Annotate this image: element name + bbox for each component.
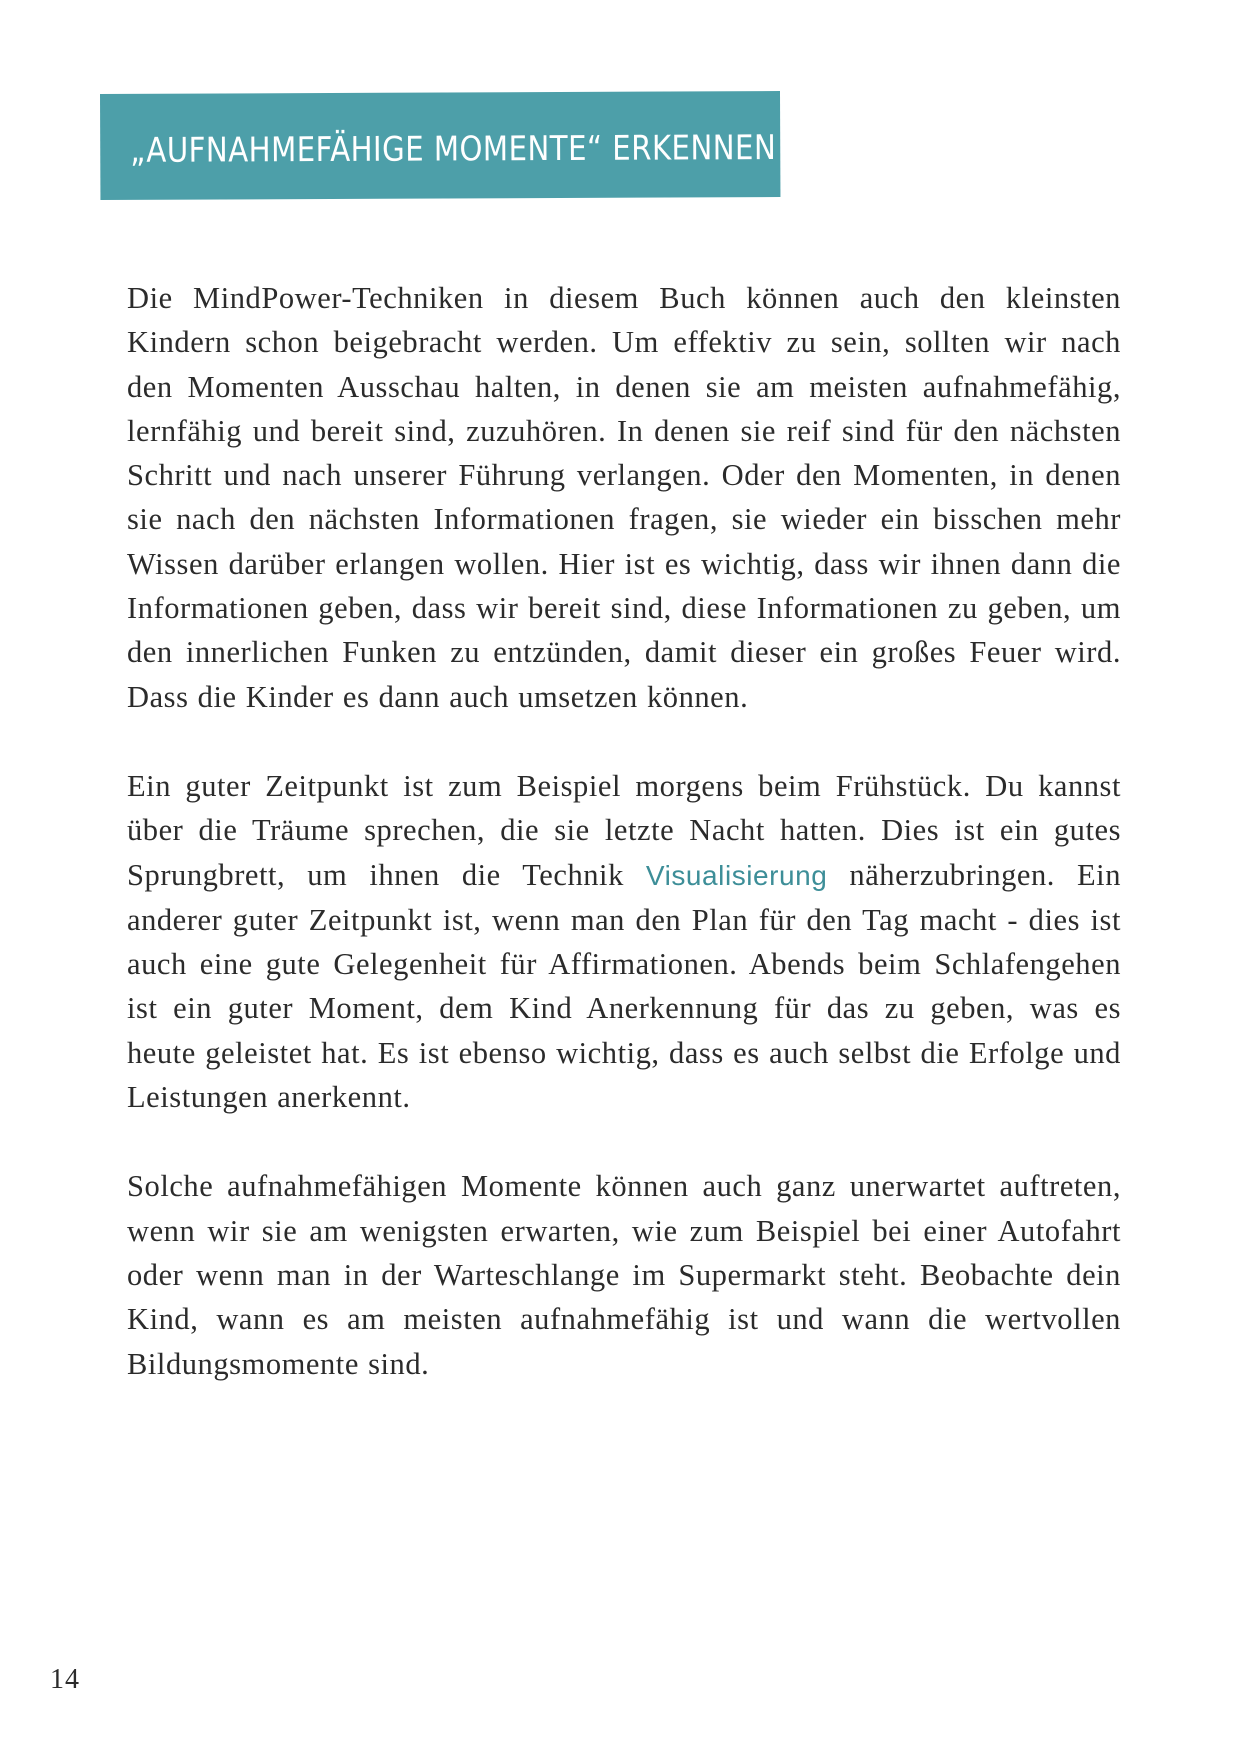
page-number: 14 [50, 1664, 80, 1695]
section-heading-banner [100, 91, 780, 200]
paragraph-1: Die MindPower-Techniken in diesem Buch können auch den kleinsten Kindern schon beigebracht werden. Um effektiv zu sein, sollten wir nach den Momenten Ausschau halten, in denen sie am meisten aufnahmefähig, lernfähig und bereit sind, zuzuhören. In denen sie reif sind für den nächsten Schritt und nach unserer Führung verlangen. Oder den Momenten, in denen sie nach den nächsten Informationen fragen, sie wieder ein bisschen mehr Wissen darüber erlangen wollen. Hier ist es wichtig, dass wir ihnen dann die Informationen geben, dass wir bereit sind, diese Informationen zu geben, um den innerlichen Funken zu entzünden, damit dieser ein großes Feuer wird. Dass die Kinder es dann auch umsetzen können. [127, 281, 1121, 714]
highlighted-term-visualisierung: Visualisierung [645, 859, 828, 891]
section-heading: „AUFNAHMEFÄHIGE MOMENTE“ ERKENNEN [130, 128, 777, 171]
paragraph-2-end: näherzubringen. Ein anderer guter Zeitpunkt ist, wenn man den Plan für den Tag macht - dies ist auch eine gute Gelegenheit für Affirmationen. Abends beim Schlafengehen ist ein guter Moment, dem Kind Anerkennung für das zu geben, was es heute geleistet hat. Es ist ebenso wichtig, dass es auch selbst die Erfolge und Leistungen anerkennt. [127, 857, 1121, 1115]
paragraph-2 [127, 764, 1121, 1119]
body-text [127, 276, 1121, 1431]
paragraph-2-start: Ein guter Zeitpunkt ist zum Beispiel morgens beim Frühstück. Du kannst über die Träume sprechen, die sie letzte Nacht hatten. Dies ist ein gutes Sprungbrett, um ihnen die Technik [127, 768, 1121, 892]
paragraph-3: Solche aufnahmefähigen Momente können auch ganz unerwartet auftreten, wenn wir sie am wenigsten erwarten, wie zum Beispiel bei einer Autofahrt oder wenn man in der Warteschlange im Supermarkt steht. Beobachte dein Kind, wann es am meisten aufnahmefähig ist und wann die wertvollen Bildungsmomente sind. [127, 1169, 1121, 1381]
